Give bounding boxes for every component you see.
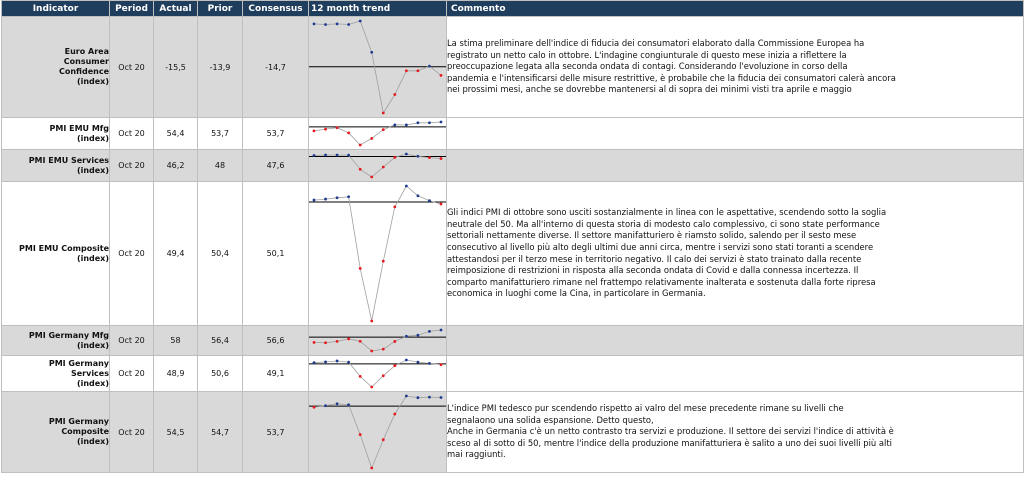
trend-point	[393, 206, 396, 209]
trend-point	[359, 168, 362, 171]
prior-cell: 54,7	[198, 392, 243, 473]
comment-line: neutrale del 50. Ma all'interno di questa storia di modesto calo complessivo, ci sono state performance	[447, 218, 880, 229]
indicator-cell	[2, 150, 110, 182]
table-body	[2, 17, 1024, 473]
prior-cell: 50,6	[198, 356, 243, 392]
trend-point	[417, 121, 420, 124]
trend-point	[393, 413, 396, 416]
economic-indicators-table	[1, 0, 1024, 473]
consensus-cell: 53,7	[243, 118, 309, 150]
comment-line: sceso al di sotto di 50, mentre l'indice della produzione manifatturiera è salito a uno dei suoi livelli più alti	[447, 437, 892, 448]
trend-sparkline	[309, 118, 446, 149]
trend-point	[393, 340, 396, 343]
trend-point	[417, 194, 420, 197]
indicator-cell	[2, 392, 110, 473]
trend-point	[336, 22, 339, 25]
trend-point	[440, 203, 443, 206]
trend-point	[359, 267, 362, 270]
trend-sparkline	[309, 182, 446, 325]
period-cell: Oct 20	[110, 182, 154, 326]
trend-point	[324, 128, 327, 131]
trend-point	[313, 199, 316, 202]
trend-point	[359, 375, 362, 378]
indicator-label-line: (index)	[76, 437, 109, 446]
trend-point	[359, 340, 362, 343]
prior-cell: -13,9	[198, 17, 243, 118]
trend-point	[336, 360, 339, 363]
actual-cell: 48,9	[154, 356, 198, 392]
prior-cell: 48	[198, 150, 243, 182]
trend-point	[313, 154, 316, 157]
consensus-cell: 53,7	[243, 392, 309, 473]
trend-point	[405, 185, 408, 188]
trend-point	[428, 362, 431, 365]
prior-cell: 56,4	[198, 326, 243, 356]
consensus-cell: 49,1	[243, 356, 309, 392]
comment-line: L'indice PMI tedesco pur scendendo rispetto ai valro del mese precedente rimane su livelli che	[447, 403, 844, 414]
trend-point	[359, 433, 362, 436]
comment-line: mai raggiunti.	[447, 449, 506, 460]
trend-cell	[309, 392, 447, 473]
indicator-cell	[2, 356, 110, 392]
indicator-label-line: PMI EMU Mfg	[49, 123, 109, 133]
comment-cell	[447, 150, 1024, 182]
trend-point	[382, 348, 385, 351]
actual-cell: 58	[154, 326, 198, 356]
indicator-label-line: Services	[70, 368, 109, 378]
table-row	[2, 356, 1024, 392]
header-consensus: Consensus	[243, 1, 309, 17]
comment-line: registrato un netto calo in ottobre. L'indagine congiunturale di questo mese inizia a riflettere la	[447, 49, 847, 60]
indicator-label-line: (index)	[76, 340, 109, 350]
trend-point	[382, 112, 385, 115]
table-row	[2, 118, 1024, 150]
trend-point	[359, 20, 362, 23]
trend-cell	[309, 150, 447, 182]
trend-point	[428, 199, 431, 202]
indicator-label-line: (index)	[76, 133, 109, 143]
trend-point	[393, 156, 396, 159]
trend-point	[347, 131, 350, 134]
trend-point	[336, 154, 339, 157]
trend-point	[370, 386, 373, 389]
indicator-cell	[2, 118, 110, 150]
trend-cell	[309, 118, 447, 150]
indicator-label-line: PMI Germany Mfg	[28, 330, 109, 340]
header-prior: Prior	[198, 1, 243, 17]
prior-cell: 53,7	[198, 118, 243, 150]
trend-sparkline	[309, 326, 446, 355]
trend-point	[405, 395, 408, 398]
comment-cell	[447, 182, 1024, 326]
comment-line: segnalaono una solida espansione. Detto questo,	[447, 414, 654, 425]
trend-point	[347, 403, 350, 406]
comment-cell	[447, 118, 1024, 150]
trend-point	[428, 396, 431, 399]
trend-point	[336, 340, 339, 343]
table-row	[2, 326, 1024, 356]
trend-point	[382, 166, 385, 169]
trend-point	[405, 153, 408, 156]
trend-point	[347, 361, 350, 364]
trend-point	[428, 65, 431, 68]
table-row	[2, 182, 1024, 326]
trend-point	[405, 124, 408, 127]
trend-point	[313, 406, 316, 409]
trend-point	[347, 338, 350, 341]
trend-point	[370, 350, 373, 353]
comment-line: nei prossimi mesi, anche se dovrebbe mantenersi al di sopra dei minimi visti tra aprile e maggio	[447, 84, 852, 95]
indicator-label-line: Euro Area	[64, 47, 109, 56]
trend-point	[417, 155, 420, 158]
comment-line: pandemia e l'intensificarsi delle misure restrittive, è probabile che la fiducia dei consumatori calerà ancora	[447, 72, 896, 83]
table-header	[2, 1, 1024, 17]
comment-line: reimposizione di restrizioni in risposta alla seconda ondata di Covid e dalla connessa incertezza. Il	[447, 265, 859, 276]
trend-cell	[309, 326, 447, 356]
trend-point	[370, 467, 373, 470]
trend-point	[393, 364, 396, 367]
period-cell: Oct 20	[110, 17, 154, 118]
indicator-label-line: PMI Germany	[48, 358, 109, 368]
comment-line: preoccupazione legata alla seconda ondata di contagi. Considerando l'evoluzione in corso della	[447, 61, 848, 72]
trend-point	[370, 176, 373, 179]
trend-point	[417, 69, 420, 72]
trend-point	[440, 121, 443, 124]
actual-cell: 49,4	[154, 182, 198, 326]
trend-point	[428, 330, 431, 333]
trend-point	[417, 396, 420, 399]
comment-cell	[447, 326, 1024, 356]
period-cell: Oct 20	[110, 118, 154, 150]
trend-point	[336, 126, 339, 129]
trend-point	[324, 360, 327, 363]
trend-point	[428, 121, 431, 124]
prior-cell: 50,4	[198, 182, 243, 326]
trend-point	[347, 195, 350, 198]
header-period: Period	[110, 1, 154, 17]
trend-point	[313, 361, 316, 364]
trend-point	[359, 144, 362, 147]
comment-cell	[447, 392, 1024, 473]
indicator-label-line: Consumer	[63, 57, 109, 66]
trend-point	[347, 154, 350, 157]
trend-point	[370, 137, 373, 140]
indicator-label-line: PMI Germany	[48, 417, 109, 426]
trend-cell	[309, 17, 447, 118]
period-cell: Oct 20	[110, 326, 154, 356]
period-cell: Oct 20	[110, 150, 154, 182]
trend-point	[417, 334, 420, 337]
trend-point	[382, 374, 385, 377]
trend-point	[313, 129, 316, 132]
indicator-cell	[2, 326, 110, 356]
indicator-label-line: (index)	[76, 165, 109, 175]
comment-line: Gli indici PMI di ottobre sono usciti sostanzialmente in linea con le aspettative, scendendo sotto la soglia	[447, 207, 887, 218]
comment-cell	[447, 17, 1024, 118]
trend-cell	[309, 356, 447, 392]
comment-line: Anche in Germania c'è un netto contrasto tra servizi e produzione. Il settore dei servizi l'indice di attività è	[447, 426, 894, 437]
indicator-label-line: Composite	[61, 427, 109, 436]
trend-point	[370, 320, 373, 323]
trend-point	[428, 156, 431, 159]
indicator-label-line: (index)	[76, 378, 109, 388]
trend-point	[405, 359, 408, 362]
comment-line: consecutivo al livello più alto degli ultimi due anni circa, mentre i servizi sono stati toranti a scendere	[447, 241, 874, 252]
trend-point	[313, 22, 316, 25]
period-cell: Oct 20	[110, 392, 154, 473]
indicator-label-line: Confidence	[58, 67, 109, 76]
trend-line	[314, 186, 441, 321]
comment-line: settoriali nettamente diverse. Il settore manifatturiero è riamsto solido, salendo per il sesto mese	[447, 230, 857, 241]
trend-line	[314, 330, 441, 351]
trend-point	[336, 402, 339, 405]
trend-point	[393, 123, 396, 126]
trend-point	[382, 260, 385, 263]
table-row	[2, 392, 1024, 473]
trend-sparkline	[309, 392, 446, 472]
consensus-cell: 56,6	[243, 326, 309, 356]
consensus-cell: 50,1	[243, 182, 309, 326]
trend-point	[417, 361, 420, 364]
comment-line: economica in luoghi come la Cina, in particolare in Germania.	[447, 288, 706, 299]
trend-point	[405, 69, 408, 72]
trend-point	[405, 335, 408, 338]
comment-cell	[447, 356, 1024, 392]
table-row	[2, 150, 1024, 182]
trend-point	[313, 341, 316, 344]
comment-line: attestandosi per il terzo mese in territorio negativo. Il calo dei servizi è stato trainato dalla recente	[447, 253, 862, 264]
comment-line: comparto manifatturiero rimane nel frattempo relativamente inalterata e sostenuta dalla forte ripresa	[447, 276, 876, 287]
trend-point	[440, 363, 443, 366]
trend-point	[347, 23, 350, 26]
trend-point	[324, 154, 327, 157]
trend-point	[336, 196, 339, 199]
consensus-cell: -14,7	[243, 17, 309, 118]
trend-point	[440, 157, 443, 160]
trend-sparkline	[309, 17, 446, 117]
actual-cell: 54,4	[154, 118, 198, 150]
trend-point	[393, 93, 396, 96]
trend-point	[440, 74, 443, 77]
indicator-label-line: (index)	[76, 253, 109, 263]
actual-cell: -15,5	[154, 17, 198, 118]
trend-line	[314, 122, 441, 145]
trend-sparkline	[309, 150, 446, 181]
indicator-label-line: PMI EMU Composite	[19, 243, 109, 253]
period-cell: Oct 20	[110, 356, 154, 392]
comment-line: La stima preliminare dell'indice di fiducia dei consumatori elaborato dalla Commissione Europea ha	[447, 38, 865, 49]
header-comment: Commento	[447, 1, 1024, 17]
trend-point	[440, 329, 443, 332]
trend-point	[382, 128, 385, 131]
indicator-cell	[2, 17, 110, 118]
trend-line	[314, 154, 441, 177]
trend-point	[440, 396, 443, 399]
header-actual: Actual	[154, 1, 198, 17]
indicator-cell	[2, 182, 110, 326]
trend-point	[370, 51, 373, 54]
header-trend: 12 month trend	[309, 1, 447, 17]
trend-point	[382, 438, 385, 441]
trend-point	[324, 341, 327, 344]
consensus-cell: 47,6	[243, 150, 309, 182]
trend-line	[314, 396, 441, 468]
table-row	[2, 17, 1024, 118]
actual-cell: 54,5	[154, 392, 198, 473]
actual-cell: 46,2	[154, 150, 198, 182]
trend-point	[324, 404, 327, 407]
header-indicator: Indicator	[2, 1, 110, 17]
trend-sparkline	[309, 356, 446, 391]
indicator-label-line: PMI EMU Services	[28, 155, 109, 165]
trend-point	[324, 23, 327, 26]
indicator-label-line: (index)	[76, 77, 109, 86]
trend-cell	[309, 182, 447, 326]
trend-point	[324, 198, 327, 201]
